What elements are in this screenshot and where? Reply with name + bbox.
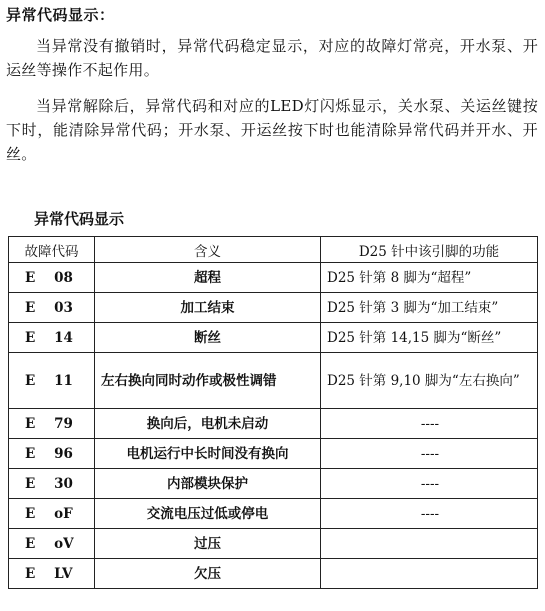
pin-function-cell: D25 针第 3 脚为“加工结束” bbox=[321, 293, 538, 323]
pin-function-cell bbox=[321, 559, 538, 589]
fault-code-cell: E oV bbox=[9, 529, 95, 559]
section-heading: 异常代码显示： bbox=[6, 6, 115, 24]
meaning-cell: 加工结束 bbox=[95, 293, 321, 323]
pin-function-cell: D25 针第 9,10 脚为“左右换向” bbox=[321, 353, 538, 409]
table-header-row bbox=[9, 237, 538, 263]
meaning-cell: 左右换向同时动作或极性调错 bbox=[95, 353, 321, 409]
table-row bbox=[9, 353, 538, 409]
meaning-cell: 欠压 bbox=[95, 559, 321, 589]
fault-code-cell: E 96 bbox=[9, 439, 95, 469]
fault-code-cell: E 14 bbox=[9, 323, 95, 353]
meaning-cell: 过压 bbox=[95, 529, 321, 559]
fault-code-cell: E 08 bbox=[9, 263, 95, 293]
table-title: 异常代码显示 bbox=[34, 210, 125, 228]
table-row bbox=[9, 263, 538, 293]
table-row bbox=[9, 323, 538, 353]
fault-code-cell: E 30 bbox=[9, 469, 95, 499]
table-row bbox=[9, 529, 538, 559]
table-row bbox=[9, 409, 538, 439]
paragraph-active-error: 当异常没有撤销时，异常代码稳定显示，对应的故障灯常亮，开水泵、开运丝等操作不起作用。 bbox=[6, 37, 538, 79]
pin-function-cell: ---- bbox=[321, 499, 538, 529]
fault-code-cell: E oF bbox=[9, 499, 95, 529]
fault-code-cell: E 11 bbox=[9, 353, 95, 409]
table-row bbox=[9, 499, 538, 529]
header-pin-function: D25 针中该引脚的功能 bbox=[321, 237, 538, 263]
fault-code-cell: E 79 bbox=[9, 409, 95, 439]
meaning-cell: 超程 bbox=[95, 263, 321, 293]
table-row bbox=[9, 439, 538, 469]
pin-function-cell: D25 针第 14,15 脚为“断丝” bbox=[321, 323, 538, 353]
pin-function-cell: ---- bbox=[321, 439, 538, 469]
error-code-table bbox=[8, 236, 538, 589]
meaning-cell: 换向后，电机未启动 bbox=[95, 409, 321, 439]
table-row bbox=[9, 469, 538, 499]
fault-code-cell: E 03 bbox=[9, 293, 95, 323]
meaning-cell: 电机运行中长时间没有换向 bbox=[95, 439, 321, 469]
table-row bbox=[9, 293, 538, 323]
fault-code-cell: E LV bbox=[9, 559, 95, 589]
pin-function-cell: ---- bbox=[321, 469, 538, 499]
header-fault-code: 故障代码 bbox=[9, 237, 95, 263]
table-row bbox=[9, 559, 538, 589]
header-meaning: 含义 bbox=[95, 237, 321, 263]
meaning-cell: 内部模块保护 bbox=[95, 469, 321, 499]
meaning-cell: 交流电压过低或停电 bbox=[95, 499, 321, 529]
meaning-cell: 断丝 bbox=[95, 323, 321, 353]
pin-function-cell bbox=[321, 529, 538, 559]
pin-function-cell: ---- bbox=[321, 409, 538, 439]
paragraph-cleared-error: 当异常解除后，异常代码和对应的LED灯闪烁显示，关水泵、关运丝键按下时，能清除异常代码；开水泵、开运丝按下时也能清除异常代码并开水、开丝。 bbox=[6, 97, 538, 163]
pin-function-cell: D25 针第 8 脚为“超程” bbox=[321, 263, 538, 293]
